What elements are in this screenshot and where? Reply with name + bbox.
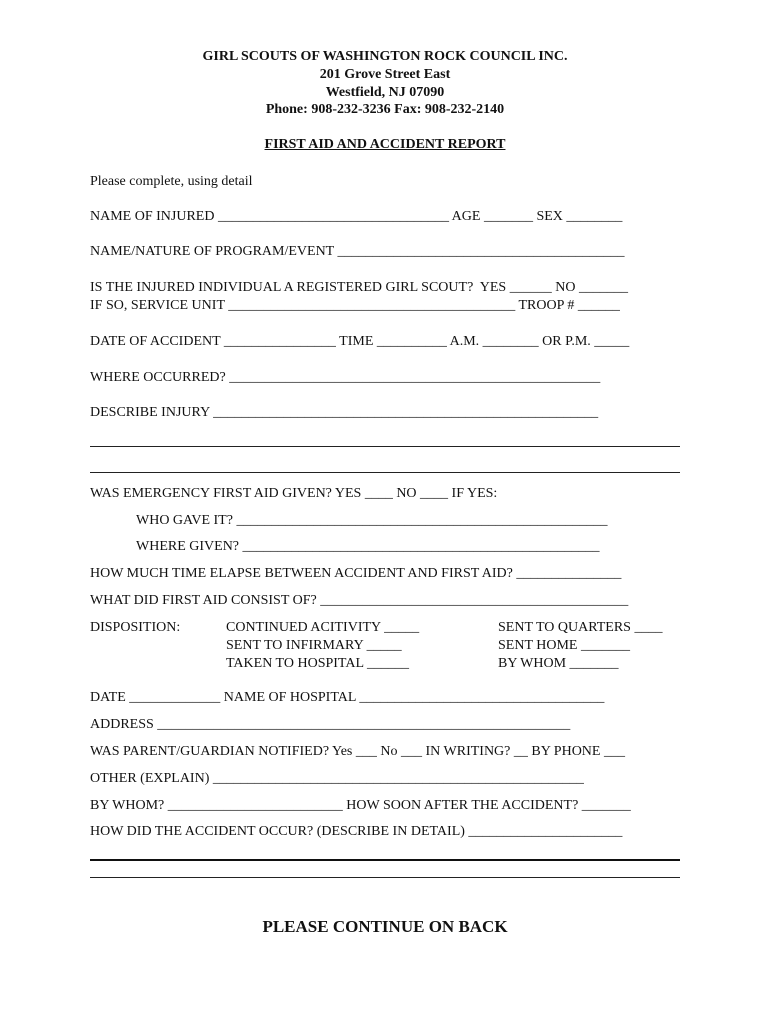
program-event-field[interactable]: NAME/NATURE OF PROGRAM/EVENT _________________________________________ [90, 244, 625, 259]
continue-notice: PLEASE CONTINUE ON BACK [262, 917, 508, 936]
blank-line[interactable] [90, 859, 680, 861]
how-occur-field[interactable]: HOW DID THE ACCIDENT OCCUR? (DESCRIBE IN DETAIL) ______________________ [90, 824, 623, 839]
service-unit-troop-field[interactable]: IF SO, SERVICE UNIT _________________________________________ TROOP # ______ [90, 298, 620, 313]
form-title: FIRST AID AND ACCIDENT REPORT [264, 137, 506, 152]
by-whom-field[interactable]: BY WHOM? _________________________ HOW SOON AFTER THE ACCIDENT? _______ [90, 798, 631, 813]
disposition-option[interactable]: SENT HOME _______ [498, 638, 630, 653]
org-street: 201 Grove Street East [319, 67, 451, 82]
disposition-label: DISPOSITION: [90, 620, 181, 635]
org-name: GIRL SCOUTS OF WASHINGTON ROCK COUNCIL INC. [202, 49, 568, 64]
registered-scout-field[interactable]: IS THE INJURED INDIVIDUAL A REGISTERED GIRL SCOUT? YES ______ NO _______ [90, 280, 628, 295]
where-occurred-field[interactable]: WHERE OCCURRED? _____________________________________________________ [90, 370, 601, 385]
address-field[interactable]: ADDRESS ___________________________________________________________ [90, 717, 571, 732]
disposition-option[interactable]: BY WHOM _______ [498, 656, 619, 671]
aid-consist-field[interactable]: WHAT DID FIRST AID CONSIST OF? ____________________________________________ [90, 593, 629, 608]
who-gave-field[interactable]: WHO GAVE IT? _____________________________________________________ [136, 513, 608, 528]
blank-line[interactable] [90, 472, 680, 473]
parent-notified-field[interactable]: WAS PARENT/GUARDIAN NOTIFIED? Yes ___ No ___ IN WRITING? __ BY PHONE ___ [90, 744, 625, 759]
other-explain-field[interactable]: OTHER (EXPLAIN) _____________________________________________________ [90, 771, 584, 786]
hospital-field[interactable]: DATE _____________ NAME OF HOSPITAL ___________________________________ [90, 690, 605, 705]
emergency-aid-field[interactable]: WAS EMERGENCY FIRST AID GIVEN? YES ____ NO ____ IF YES: [90, 486, 498, 501]
disposition-option[interactable]: SENT TO INFIRMARY _____ [226, 638, 402, 653]
disposition-option[interactable]: TAKEN TO HOSPITAL ______ [226, 656, 409, 671]
date-time-field[interactable]: DATE OF ACCIDENT ________________ TIME __________ A.M. ________ OR P.M. _____ [90, 334, 630, 349]
instructions: Please complete, using detail [90, 174, 253, 189]
blank-line[interactable] [90, 446, 680, 447]
disposition-option[interactable]: CONTINUED ACITIVITY _____ [226, 620, 420, 635]
org-city: Westfield, NJ 07090 [325, 85, 445, 100]
disposition-option[interactable]: SENT TO QUARTERS ____ [498, 620, 663, 635]
name-age-sex-field[interactable]: NAME OF INJURED _________________________________ AGE _______ SEX ________ [90, 209, 623, 224]
describe-injury-field[interactable]: DESCRIBE INJURY _______________________________________________________ [90, 405, 599, 420]
org-contact: Phone: 908-232-3236 Fax: 908-232-2140 [265, 102, 505, 117]
blank-line[interactable] [90, 877, 680, 878]
time-elapse-field[interactable]: HOW MUCH TIME ELAPSE BETWEEN ACCIDENT AND FIRST AID? _______________ [90, 566, 622, 581]
where-given-field[interactable]: WHERE GIVEN? ___________________________________________________ [136, 539, 600, 554]
